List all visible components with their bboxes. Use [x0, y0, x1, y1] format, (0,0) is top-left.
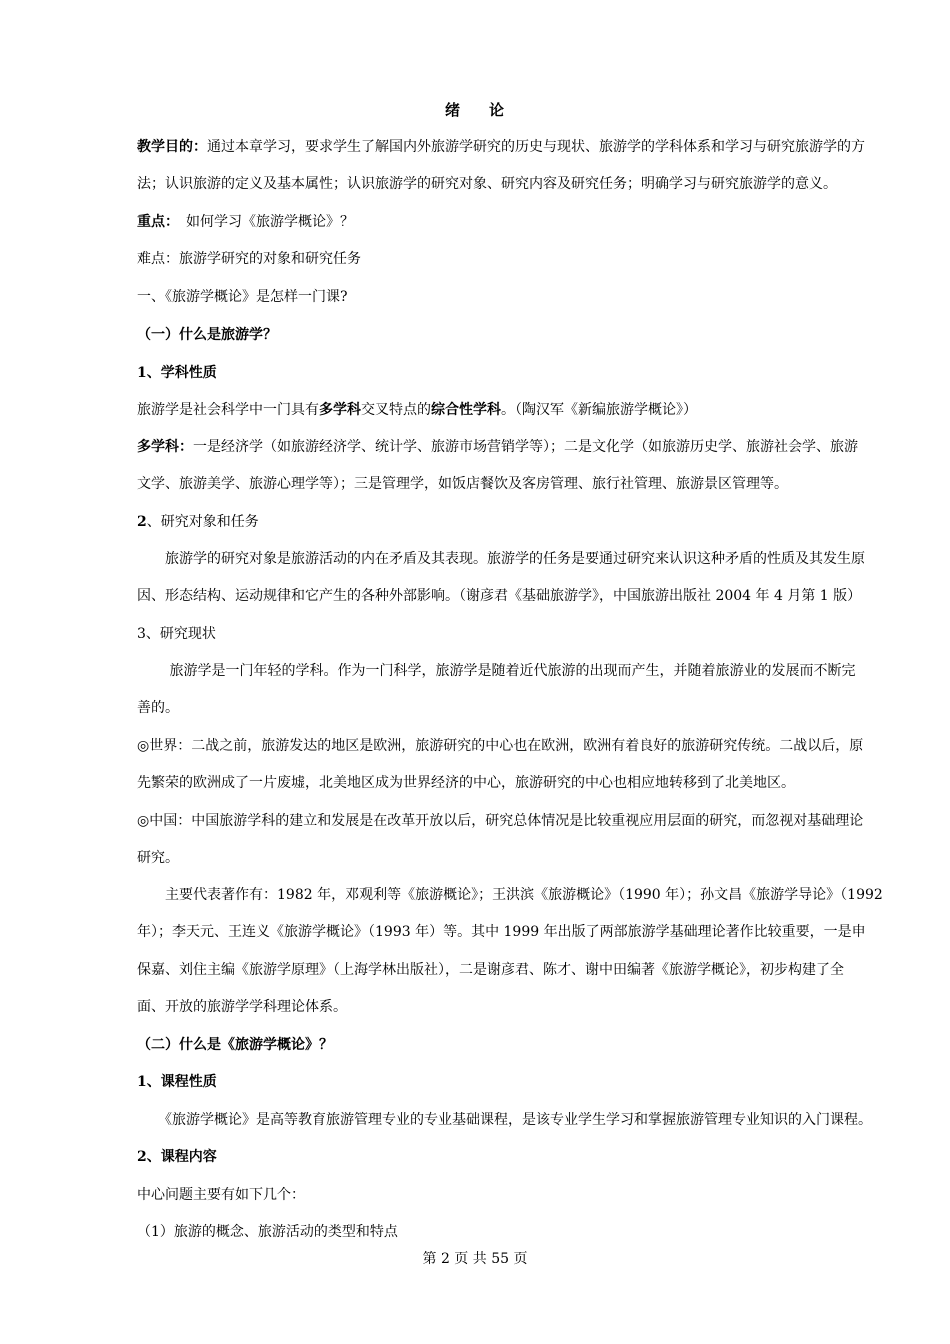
keypoint-label: 重点： [137, 214, 172, 230]
keypoint-line [137, 212, 883, 232]
subsection-1-heading: （一）什么是旅游学？ [137, 327, 277, 343]
nature-text-2: 交叉特点的 [361, 402, 431, 418]
works-line-4: 面、开放的旅游学学科理论体系。 [137, 999, 347, 1015]
heading-course-content: 2、课程内容 [137, 1149, 217, 1165]
nature-text-1: 旅游学是社会科学中一门具有 [137, 402, 319, 418]
multi-label: 多学科： [137, 439, 193, 455]
list-item: （1）旅游的概念、旅游活动的类型和特点 [137, 1224, 398, 1240]
heading-research-status: 3、研究现状 [137, 626, 216, 642]
heading-research-object-text: 、研究对象和任务 [146, 514, 259, 530]
chapter-title [0, 99, 950, 120]
object-line-1: 旅游学的研究对象是旅游活动的内在矛盾及其表现。旅游学的任务是要通过研究来认识这种矛盾的性质及其发生原 [137, 551, 865, 567]
difficulty-line: 难点：旅游学研究的对象和研究任务 [137, 251, 361, 267]
china-line-2: 研究。 [137, 850, 179, 866]
heading-research-object [137, 512, 883, 532]
status-line-2: 善的。 [137, 700, 179, 716]
nature-bold-2: 综合性学科 [431, 402, 501, 418]
status-line-1: 旅游学是一门年轻的学科。作为一门科学，旅游学是随着近代旅游的出现而产生，并随着旅游业的发展而不断完 [137, 663, 856, 679]
world-line-2: 先繁荣的欧洲成了一片废墟，北美地区成为世界经济的中心，旅游研究的中心也相应地转移到了北美地区。 [137, 775, 795, 791]
objective-text-1: 通过本章学习，要求学生了解国内外旅游学研究的历史与现状、旅游学的学科体系和学习与研究旅游学的方 [207, 139, 865, 155]
nature-text-3: 。（陶汉军《新编旅游学概论》） [501, 402, 697, 418]
page-footer: 第 2 页 共 55 页 [422, 1251, 528, 1267]
subsection-2-heading: （二）什么是《旅游学概论》？ [137, 1037, 333, 1053]
works-line-1: 主要代表著作有：1982 年，邓观利等《旅游概论》；王洪滨《旅游概论》（1990 年）；孙文昌《旅游学导论》（1992 [137, 887, 883, 903]
objective-label: 教学目的： [137, 139, 207, 155]
object-line-2: 因、形态结构、运动规律和它产生的各种外部影响。（谢彦君《基础旅游学》，中国旅游出版社 2004 年 4 月第 1 版） [137, 588, 862, 604]
keypoint-text: 如何学习《旅游学概论》？ [172, 214, 354, 230]
heading-discipline-nature: 1、学科性质 [137, 365, 217, 381]
heading-course-nature: 1、课程性质 [137, 1074, 217, 1090]
objective-line-2: 法；认识旅游的定义及基本属性；认识旅游学的研究对象、研究内容及研究任务；明确学习与研究旅游学的意义。 [137, 176, 837, 192]
section-1-heading: 一、《旅游学概论》是怎样一门课? [137, 289, 348, 305]
works-line-3: 保嘉、刘住主编《旅游学原理》（上海学林出版社），二是谢彦君、陈才、谢中田编著《旅游学概论》，初步构建了全 [137, 962, 844, 978]
nature-bold-1: 多学科 [319, 402, 361, 418]
world-line-1: ◎世界：二战之前，旅游发达的地区是欧洲，旅游研究的中心也在欧洲，欧洲有着良好的旅游研究传统。二战以后，原 [137, 738, 864, 754]
course-paragraph: 《旅游学概论》是高等教育旅游管理专业的专业基础课程，是该专业学生学习和掌握旅游管理专业知识的入门课程。 [137, 1112, 872, 1128]
multi-text-1: 一是经济学（如旅游经济学、统计学、旅游市场营销学等）；二是文化学（如旅游历史学、旅游社会学、旅游 [193, 439, 858, 455]
heading-research-object-num: 2 [137, 514, 147, 530]
multi-line-2: 文学、旅游美学、旅游心理学等）；三是管理学，如饭店餐饮及客房管理、旅行社管理、旅游景区管理等。 [137, 476, 788, 492]
nature-paragraph [137, 400, 883, 420]
title-char-1: 绪 [444, 101, 461, 119]
china-line-1: ◎中国：中国旅游学科的建立和发展是在改革开放以后，研究总体情况是比较重视应用层面的研究，而忽视对基础理论 [137, 813, 864, 829]
objective-line-1 [137, 137, 883, 157]
title-char-2: 论 [489, 101, 506, 119]
works-line-2: 年）；李天元、王连义《旅游学概论》（1993 年）等。其中 1999 年出版了两部旅游学基础理论著作比较重要，一是申 [137, 924, 866, 940]
multi-line-1 [137, 437, 883, 457]
central-questions: 中心问题主要有如下几个： [137, 1187, 305, 1203]
